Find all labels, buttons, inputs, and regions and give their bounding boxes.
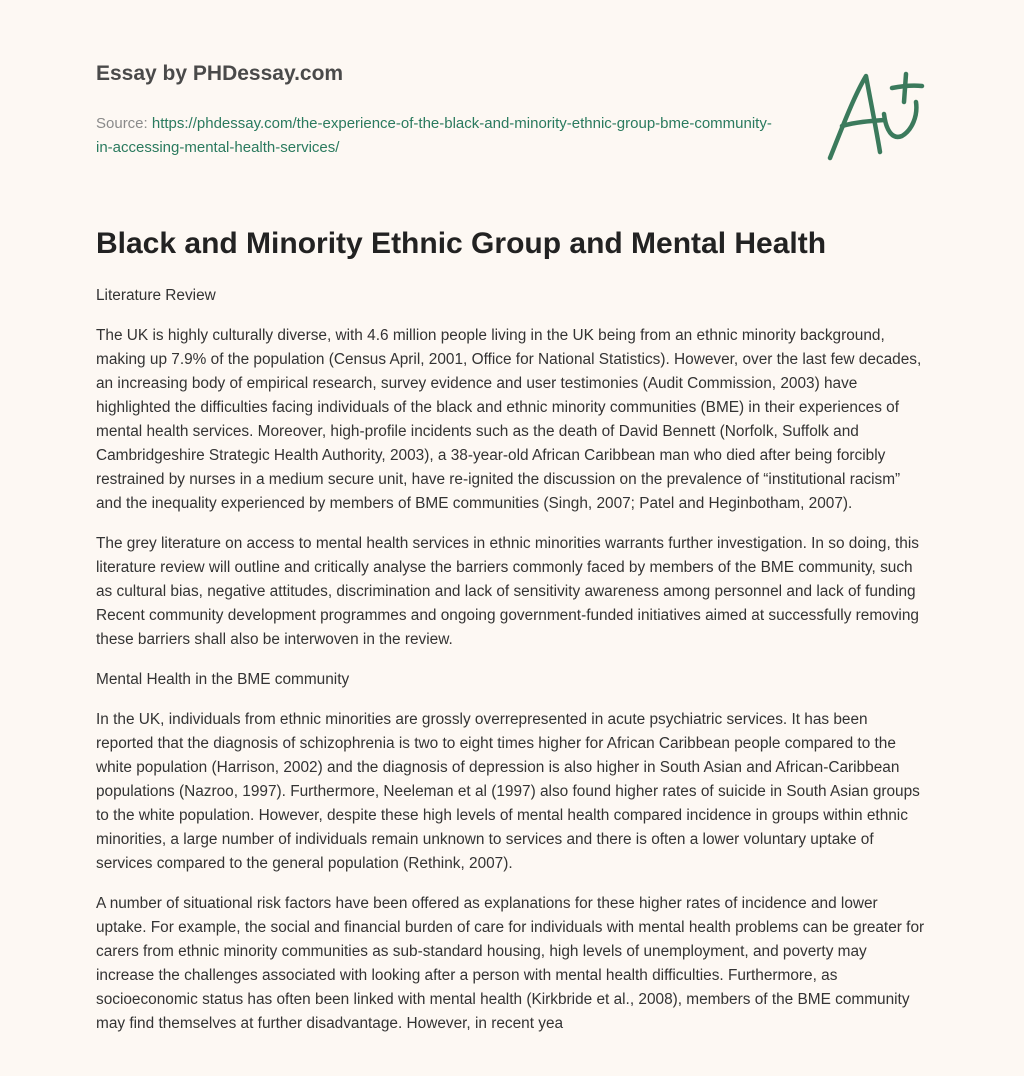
paragraph-1: The UK is highly culturally diverse, with 4.6 million people living in the UK being from an ethnic minority background, making up 7.9% of the population (Census April, 2001, Office for National Statistics). However, over the last few decades, an increasing body of empirical research, survey evidence and user testimonies (Audit Commission, 2003) have highlighted the difficulties facing individuals of the black and ethnic minority communities (BME) in their experiences of mental health services. Moreover, high-profile incidents such as the death of David Bennett (Norfolk, Suffolk and Cambridgeshire Strategic Health Authority, 2003), a 38-year-old African Caribbean man who died after being forcibly restrained by nurses in a medium secure unit, have re-ignited the discussion on the prevalence of “institutional racism” and the inequality experienced by members of BME communities (Singh, 2007; Patel and Heginbotham, 2007). [96, 327, 922, 512]
site-brand: Essay by PHDessay.com [96, 62, 344, 85]
article-title: Black and Minority Ethnic Group and Mental Health [96, 227, 827, 260]
paragraph-4: A number of situational risk factors have been offered as explanations for these higher rates of incidence and lower uptake. For example, the social and financial burden of care for individuals with mental health problems can be greater for carers from ethnic minority communities as sub-standard housing, high levels of unemployment, and poverty may increase the challenges associated with looking after a person with mental health difficulties. Furthermore, as socioeconomic status has often been linked with mental health (Kirkbride et al., 2008), members of the BME community may find themselves at further disadvantage. However, in recent yea [96, 895, 925, 1032]
paragraph-2: The grey literature on access to mental health services in ethnic minorities warrants further investigation. In so doing, this literature review will outline and critically analyse the barriers commonly faced by members of the BME community, such as cultural bias, negative attitudes, discrimination and lack of sensitivity awareness among personnel and lack of funding Recent community development programmes and ongoing government-funded initiatives aimed at successfully removing these barriers shall also be interwoven in the review. [96, 535, 919, 648]
section-heading-mental-health-bme: Mental Health in the BME community [96, 671, 350, 688]
paragraph-3: In the UK, individuals from ethnic minorities are grossly overrepresented in acute psychiatric services. It has been reported that the diagnosis of schizophrenia is two to eight times higher for African Caribbean people compared to the white population (Harrison, 2002) and the diagnosis of depression is also higher in South Asian and African-Caribbean populations (Nazroo, 1997). Furthermore, Neeleman et al (1997) also found higher rates of suicide in South Asian groups to the white population. However, despite these high levels of mental health compared incidence in groups within ethnic minorities, a large number of individuals remain unknown to services and there is often a lower voluntary uptake of services compared to the general population (Rethink, 2007). [96, 711, 920, 872]
source-link[interactable]: https://phdessay.com/the-experience-of-the-black-and-minority-ethnic-group-bme-community-in-accessing-mental-health-services/ [96, 115, 772, 156]
section-heading-literature-review: Literature Review [96, 287, 216, 304]
source-line [96, 112, 776, 160]
article-body [96, 284, 928, 1052]
a-plus-logo-icon [820, 66, 930, 166]
source-label: Source: [96, 115, 152, 132]
